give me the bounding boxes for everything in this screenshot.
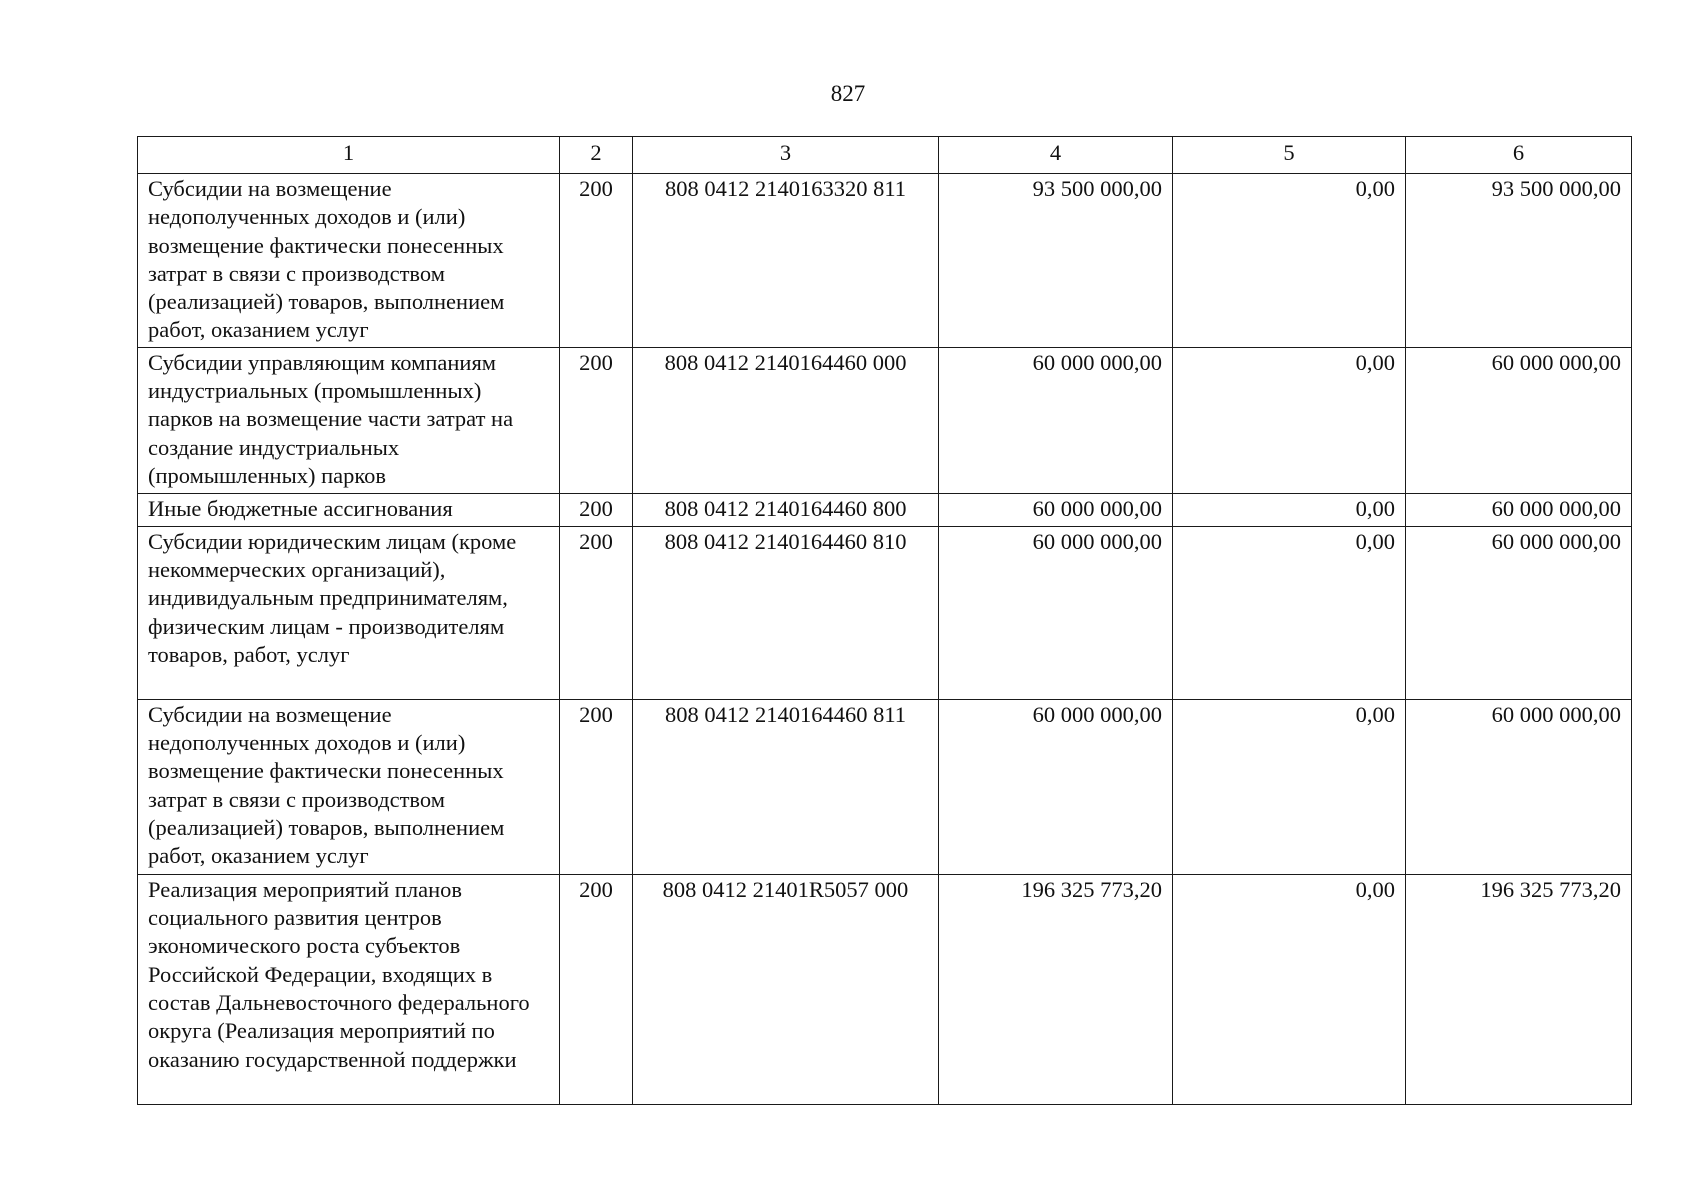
- table-row: [138, 174, 1632, 348]
- row-total: 93 500 000,00: [1406, 174, 1632, 348]
- row-code: 200: [560, 699, 633, 874]
- table-row: [138, 699, 1632, 874]
- row-amount: 60 000 000,00: [939, 347, 1173, 493]
- column-header-2: 2: [560, 137, 633, 174]
- row-code: 200: [560, 526, 633, 699]
- row-change: 0,00: [1173, 174, 1406, 348]
- header-row: [138, 137, 1632, 174]
- row-kbk: 808 0412 2140164460 810: [633, 526, 939, 699]
- row-kbk: 808 0412 2140164460 800: [633, 493, 939, 526]
- row-total: 60 000 000,00: [1406, 347, 1632, 493]
- row-total: 196 325 773,20: [1406, 874, 1632, 1104]
- row-code: 200: [560, 347, 633, 493]
- row-code: 200: [560, 493, 633, 526]
- row-change: 0,00: [1173, 874, 1406, 1104]
- table-row: [138, 493, 1632, 526]
- row-total: 60 000 000,00: [1406, 493, 1632, 526]
- table-row: [138, 874, 1632, 1104]
- row-change: 0,00: [1173, 699, 1406, 874]
- budget-table: [137, 136, 1632, 1105]
- row-name: Субсидии управляющим компаниям индустриальных (промышленных) парков на возмещение части затрат на создание индустриальных (промышленных) парков: [138, 347, 560, 493]
- column-header-1: 1: [138, 137, 560, 174]
- table-row: [138, 526, 1632, 699]
- row-change: 0,00: [1173, 526, 1406, 699]
- row-total: 60 000 000,00: [1406, 526, 1632, 699]
- column-header-4: 4: [939, 137, 1173, 174]
- column-header-6: 6: [1406, 137, 1632, 174]
- row-kbk: 808 0412 2140164460 811: [633, 699, 939, 874]
- row-amount: 93 500 000,00: [939, 174, 1173, 348]
- row-amount: 196 325 773,20: [939, 874, 1173, 1104]
- row-kbk: 808 0412 21401R5057 000: [633, 874, 939, 1104]
- page-number: 827: [830, 81, 866, 106]
- table-header: [138, 137, 1632, 174]
- row-total: 60 000 000,00: [1406, 699, 1632, 874]
- row-name: Иные бюджетные ассигнования: [138, 493, 560, 526]
- row-name: Реализация мероприятий планов социального развития центров экономического роста субъектов Российской Федерации, входящих в состав Дальневосточного федерального округа (Реализация мероприятий по оказанию государственной поддержки: [138, 874, 560, 1104]
- column-header-5: 5: [1173, 137, 1406, 174]
- row-change: 0,00: [1173, 493, 1406, 526]
- table-row: [138, 347, 1632, 493]
- row-kbk: 808 0412 2140164460 000: [633, 347, 939, 493]
- table-body: [138, 174, 1632, 1105]
- row-code: 200: [560, 174, 633, 348]
- row-name: Субсидии юридическим лицам (кроме некоммерческих организаций), индивидуальным предпринимателям, физическим лицам - производителям товаров, работ, услуг: [138, 526, 560, 699]
- column-header-3: 3: [633, 137, 939, 174]
- row-kbk: 808 0412 2140163320 811: [633, 174, 939, 348]
- row-change: 0,00: [1173, 347, 1406, 493]
- row-name: Субсидии на возмещение недополученных доходов и (или) возмещение фактически понесенных затрат в связи с производством (реализацией) товаров, выполнением работ, оказанием услуг: [138, 699, 560, 874]
- row-code: 200: [560, 874, 633, 1104]
- row-name: Субсидии на возмещение недополученных доходов и (или) возмещение фактически понесенных затрат в связи с производством (реализацией) товаров, выполнением работ, оказанием услуг: [138, 174, 560, 348]
- row-amount: 60 000 000,00: [939, 699, 1173, 874]
- row-amount: 60 000 000,00: [939, 526, 1173, 699]
- row-amount: 60 000 000,00: [939, 493, 1173, 526]
